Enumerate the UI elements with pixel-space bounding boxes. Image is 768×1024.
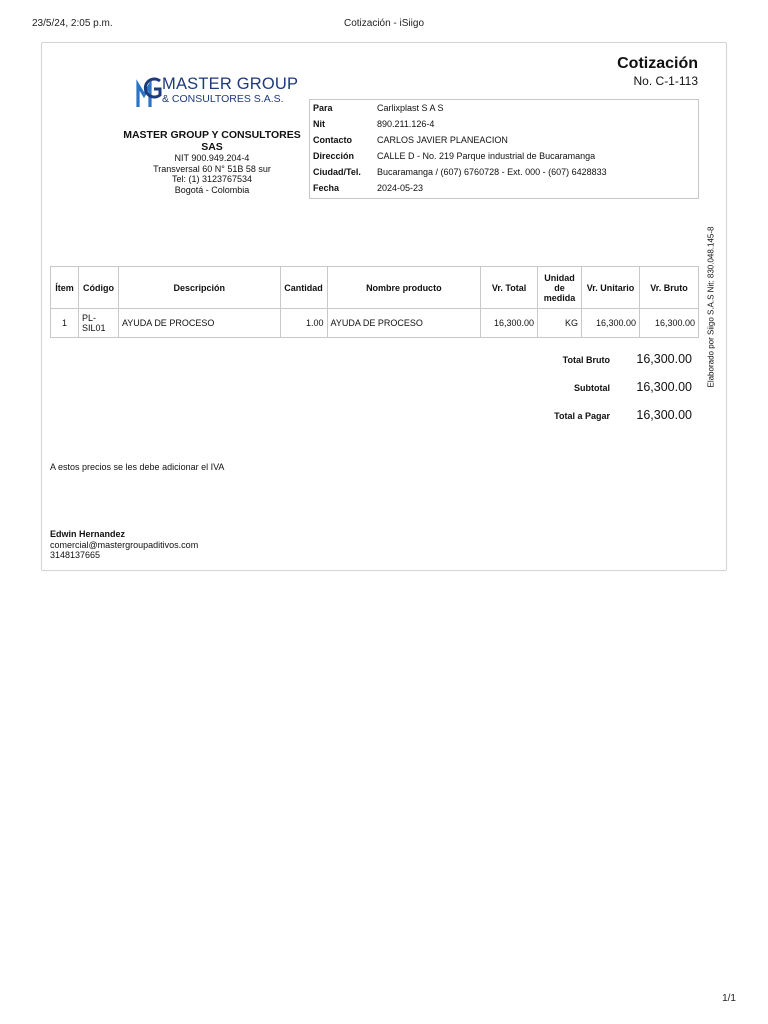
- total-label: Total Bruto: [562, 355, 610, 365]
- company-address: Transversal 60 N° 51B 58 sur: [153, 163, 271, 174]
- client-label: Dirección: [313, 151, 355, 161]
- client-label: Nit: [313, 119, 325, 129]
- col-header-nombre-producto: Nombre producto: [327, 267, 481, 309]
- quote-header: [617, 55, 698, 88]
- cell-cantidad: 1.00: [280, 309, 327, 338]
- col-header-vr-bruto: Vr. Bruto: [639, 267, 698, 309]
- client-label: Ciudad/Tel.: [313, 167, 361, 177]
- print-page-title: Cotización - iSiigo: [343, 18, 425, 29]
- client-row-fecha: [310, 180, 698, 196]
- client-row-contacto: [310, 132, 698, 148]
- cell-nombre-producto: AYUDA DE PROCESO: [327, 309, 481, 338]
- company-phone: Tel: (1) 3123767534: [171, 174, 253, 184]
- client-value: CARLOS JAVIER PLANEACION: [377, 135, 508, 145]
- client-row-para: [310, 100, 698, 116]
- total-label: Total a Pagar: [554, 411, 610, 421]
- items-table: [50, 266, 699, 338]
- client-label: Fecha: [313, 183, 340, 193]
- cell-vr-bruto: 16,300.00: [639, 309, 698, 338]
- total-bruto-row: [512, 351, 692, 371]
- client-row-nit: [310, 116, 698, 132]
- col-header-item: Ítem: [51, 267, 79, 309]
- signer-email: comercial@mastergroupaditivos.com: [50, 539, 199, 550]
- client-value: Bucaramanga / (607) 6760728 - Ext. 000 - (607) 6428833: [377, 167, 607, 177]
- col-header-vr-total: Vr. Total: [481, 267, 538, 309]
- logo-text-sub: & CONSULTORES S.A.S.: [162, 93, 284, 105]
- page-number: 1/1: [722, 993, 736, 1004]
- cell-unidad-medida: KG: [538, 309, 582, 338]
- client-info-box: [309, 99, 699, 199]
- client-value: Carlixplast S A S: [377, 103, 444, 113]
- col-header-cantidad: Cantidad: [280, 267, 327, 309]
- col-header-descripcion: Descripción: [118, 267, 280, 309]
- col-header-codigo: Código: [78, 267, 118, 309]
- cell-item: 1: [51, 309, 79, 338]
- total-label: Subtotal: [574, 383, 610, 393]
- signature-block: [50, 529, 198, 561]
- client-value: 890.211.126-4: [377, 119, 435, 129]
- client-row-direccion: [310, 148, 698, 164]
- signer-name: Edwin Hernandez: [50, 529, 126, 539]
- company-name: MASTER GROUP Y CONSULTORES SAS: [123, 129, 301, 153]
- company-city: Bogotá - Colombia: [174, 184, 250, 195]
- cell-codigo: PL-SIL01: [78, 309, 118, 338]
- col-header-vr-unitario: Vr. Unitario: [582, 267, 640, 309]
- client-row-ciudad-tel: [310, 164, 698, 180]
- table-header-row: [51, 267, 699, 309]
- client-label: Contacto: [313, 135, 352, 145]
- client-label: Para: [313, 103, 333, 113]
- table-row: [51, 309, 699, 338]
- cell-vr-total: 16,300.00: [481, 309, 538, 338]
- signer-phone: 3148137665: [50, 550, 101, 560]
- print-datetime: 23/5/24, 2:05 p.m.: [32, 18, 113, 29]
- client-value: CALLE D - No. 219 Parque industrial de Bucaramanga: [377, 151, 596, 161]
- total-value: 16,300.00: [636, 408, 692, 422]
- siigo-side-note: [704, 217, 718, 397]
- total-value: 16,300.00: [636, 352, 692, 366]
- quote-number: No. C-1-113: [633, 74, 698, 88]
- quotation-document: [41, 42, 727, 571]
- company-nit: NIT 900.949.204-4: [174, 153, 250, 163]
- cell-vr-unitario: 16,300.00: [582, 309, 640, 338]
- quote-title: Cotización: [617, 55, 698, 72]
- client-value: 2024-05-23: [377, 183, 424, 193]
- subtotal-row: [512, 379, 692, 399]
- total-value: 16,300.00: [636, 380, 692, 394]
- side-note-text: Elaborado por Siigo S.A.S Nit: 830.048.145-8: [706, 226, 716, 388]
- logo-text-main: MASTER GROUP: [162, 75, 299, 93]
- master-group-logo-icon: [136, 75, 162, 109]
- total-a-pagar-row: [512, 407, 692, 427]
- iva-note: A estos precios se les debe adicionar el IVA: [50, 462, 225, 472]
- col-header-unidad-medida: Unidad de medida: [538, 267, 582, 309]
- cell-descripcion: AYUDA DE PROCESO: [118, 309, 280, 338]
- company-logo: [136, 73, 299, 113]
- company-info: [116, 129, 308, 195]
